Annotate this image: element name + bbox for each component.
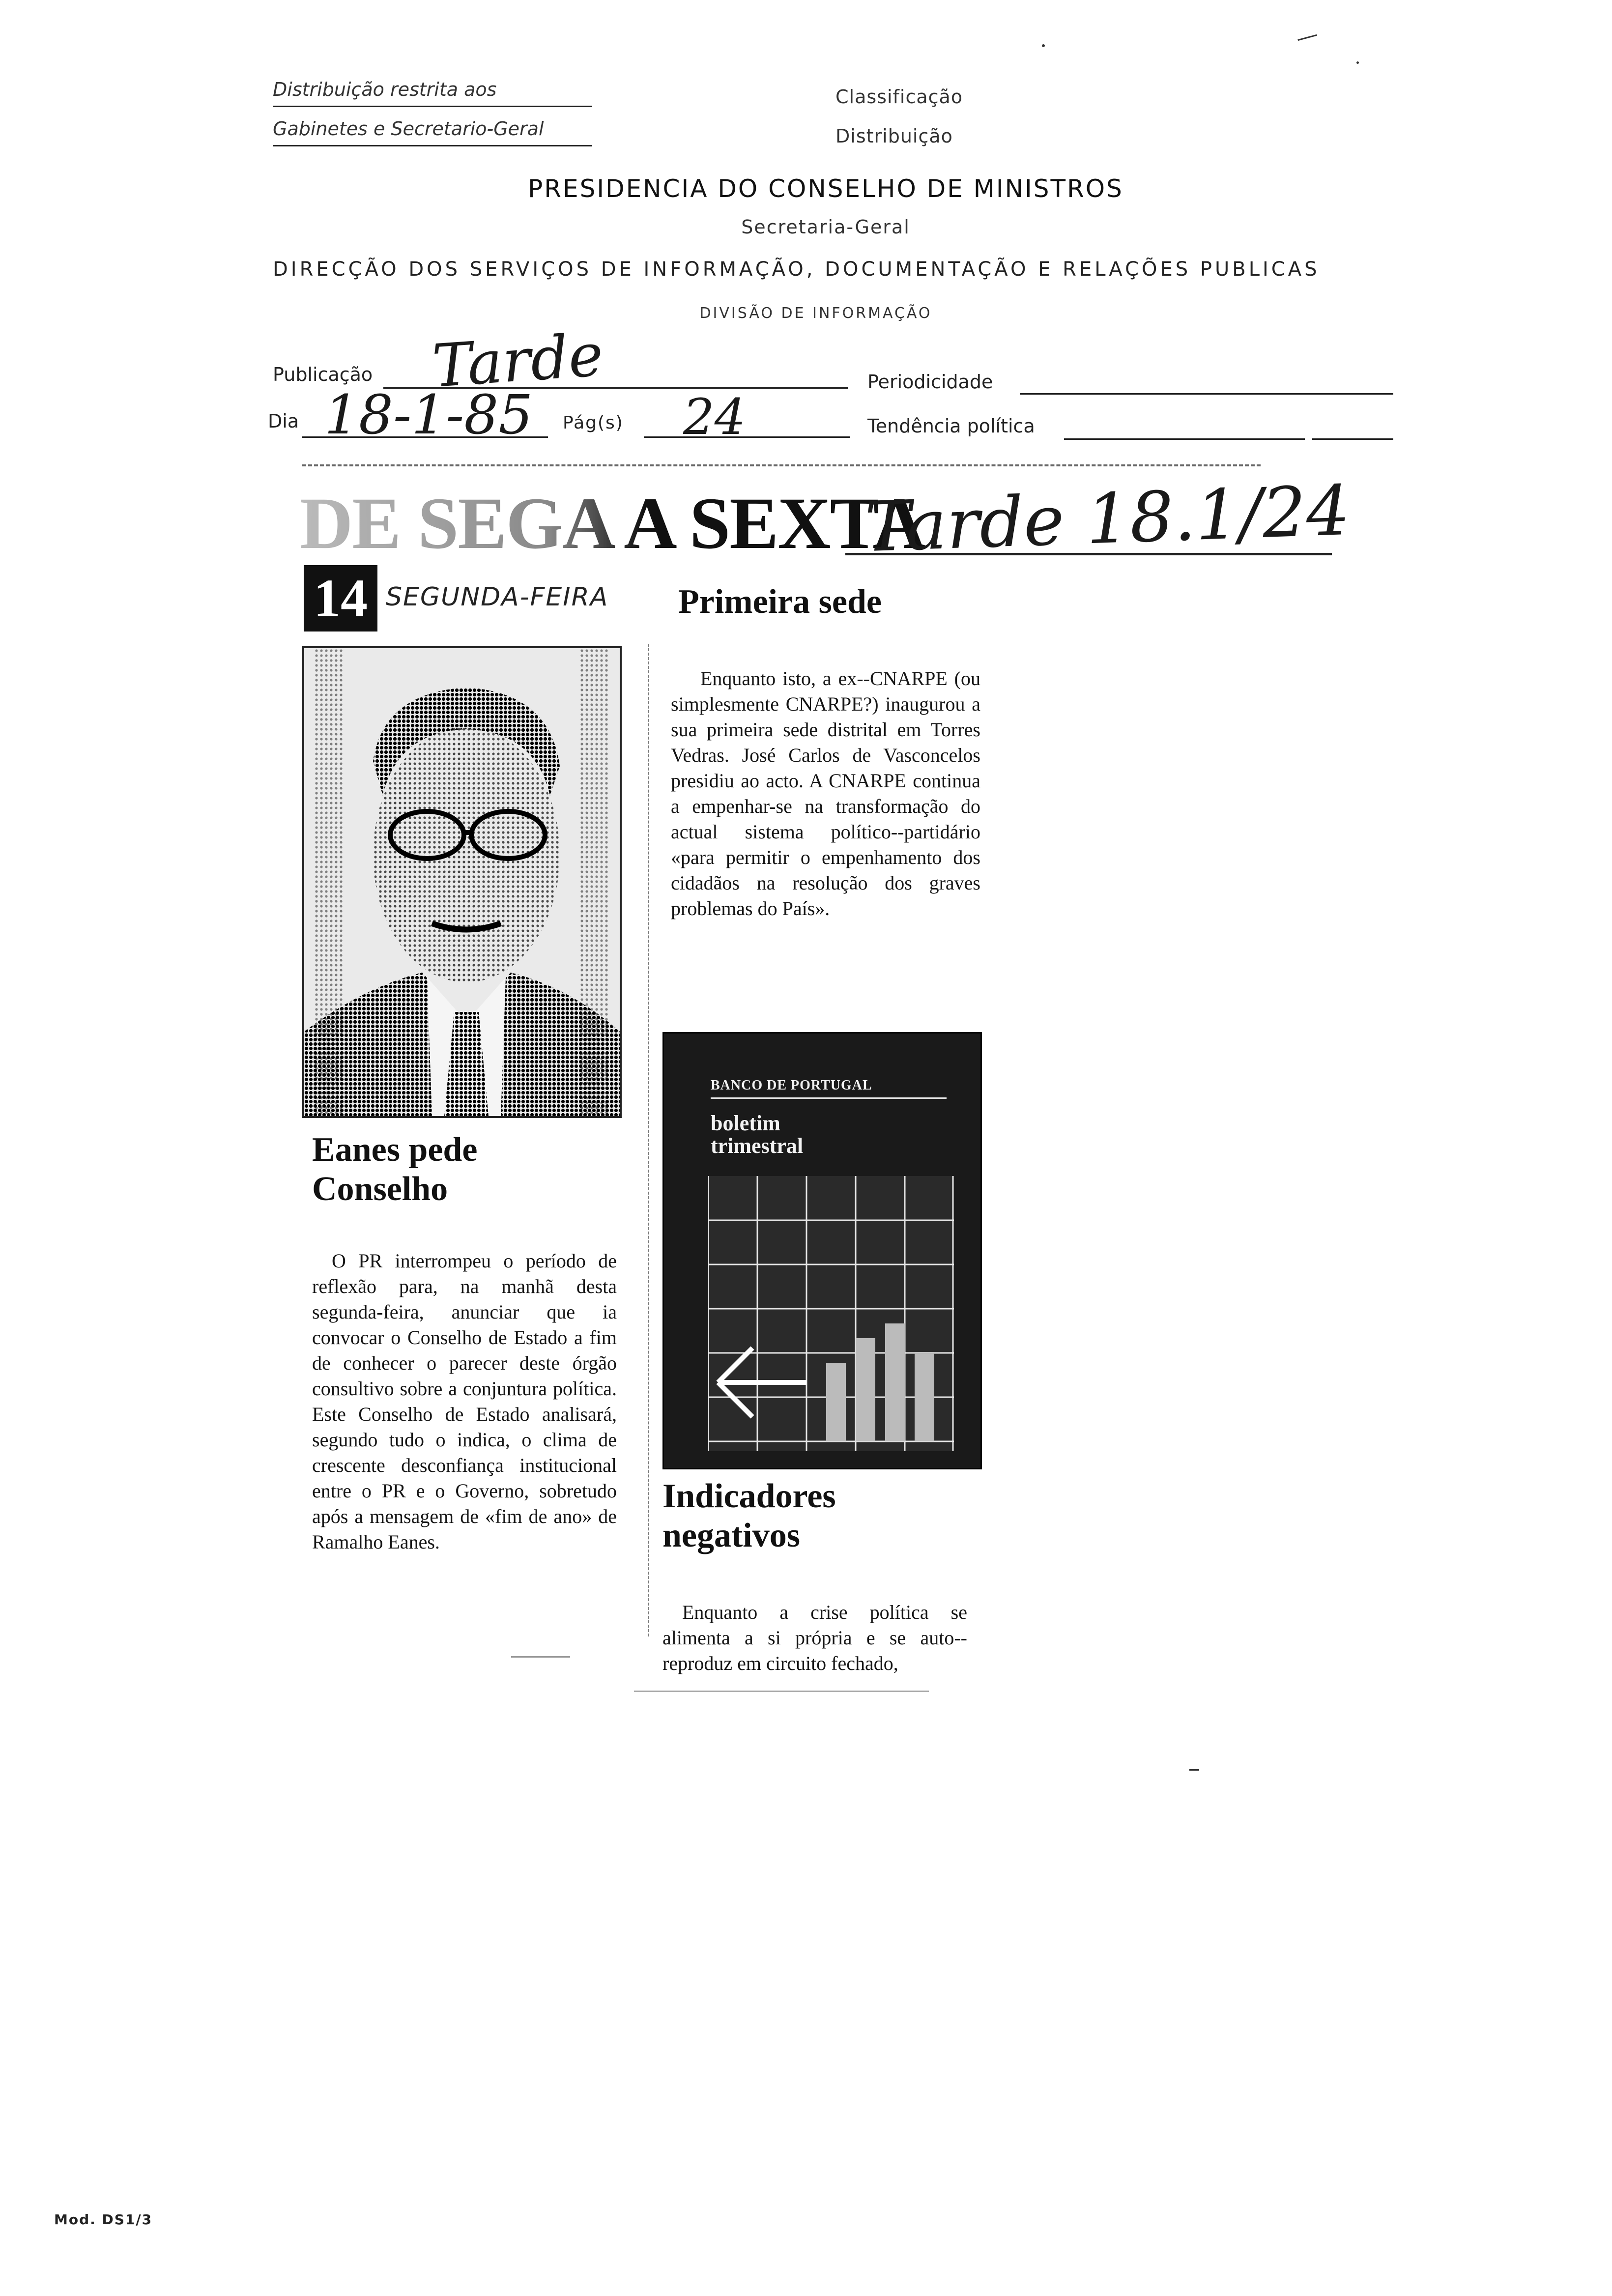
article-indicadores-body: Enquanto a crise política se alimenta a si própria e se auto--reproduz em circuito fechado, [662, 1601, 967, 1674]
article-indicadores-title-line2: negativos [662, 1517, 800, 1554]
scan-speck [1297, 34, 1317, 41]
tendency-field-line [1064, 438, 1305, 440]
scan-speck [1189, 1769, 1199, 1771]
booklet-publisher-underline [711, 1097, 947, 1099]
scan-speck [1042, 44, 1045, 47]
publication-label: Publicação [273, 364, 373, 385]
pages-label: Pág(s) [563, 413, 624, 433]
scan-speck [511, 1656, 570, 1658]
booklet-title-line1: boletim [711, 1111, 780, 1135]
pages-handwritten-value: 24 [683, 388, 746, 446]
periodicity-field-line [1020, 393, 1393, 395]
booklet-publisher: BANCO DE PORTUGAL [711, 1078, 872, 1093]
article-sede-title: Primeira sede [678, 583, 882, 621]
clipping-handwritten-note: Tarde 18.1/24 [864, 470, 1352, 568]
column-divider [648, 644, 649, 1636]
directorate-title: DIRECÇÃO DOS SERVIÇOS DE INFORMAÇÃO, DOCUMENTAÇÃO E RELAÇÕES PUBLICAS [273, 258, 1320, 281]
distribution-restriction-line1: Distribuição restrita aos [273, 79, 497, 100]
distribution-label: Distribuição [835, 125, 953, 147]
periodicity-label: Periodicidade [867, 371, 993, 393]
article-eanes-title-line2: Conselho [312, 1170, 448, 1208]
clipping-top-border [302, 464, 1261, 466]
portrait-illustration [304, 648, 620, 1116]
scan-speck [1356, 61, 1359, 64]
day-label: Dia [268, 410, 299, 432]
scan-speck [634, 1691, 929, 1692]
article-eanes-body: O PR interrompeu o período de reflexão para, na manhã desta segunda-feira, anunciar que ia convocar o Conselho de Estado a fim de conhecer o parecer deste órgão consultivo sobre a conjuntura política. Este Conselho de Estado analisará, segundo tudo o indica, o clima de crescente desconfiança institucional entre o PR e o Governo, sobretudo após a mensagem de «fim de ano» de Ramalho Eanes. [312, 1250, 617, 1553]
masthead [300, 483, 925, 564]
article-eanes-title-line1: Eanes pede [312, 1131, 478, 1169]
division-title: DIVISÃO DE INFORMAÇÃO [699, 305, 932, 322]
day-name: SEGUNDA-FEIRA [386, 582, 609, 612]
portrait-photo [302, 646, 622, 1118]
booklet-cover [662, 1032, 982, 1469]
booklet-grid-graphic [708, 1176, 954, 1451]
classification-label: Classificação [835, 86, 963, 108]
day-handwritten-value: 18-1-85 [324, 383, 533, 446]
distribution-restriction-line2: Gabinetes e Secretario-Geral [273, 118, 544, 140]
article-sede-body: Enquanto isto, a ex--CNARPE (ou simplesmente CNARPE?) inaugurou a sua primeira sede distrital em Torres Vedras. José Carlos de Vasconcelos presidiu ao acto. A CNARPE continua a empenhar-se na transformação do actual sistema político--partidário «para permitir o empenhamento dos cidadãos na resolução dos graves problemas do País». [671, 667, 980, 919]
article-eanes-title [312, 1130, 477, 1209]
article-indicadores-title-line1: Indicadores [662, 1477, 836, 1515]
pages-field-line [644, 436, 850, 438]
tendency-field-line-2 [1312, 438, 1393, 440]
distribution-underline-1 [273, 106, 592, 107]
publication-handwritten-value: Tarde [430, 321, 605, 401]
tendency-label: Tendência política [867, 415, 1035, 437]
distribution-underline-2 [273, 145, 592, 146]
presidency-title: PRESIDENCIA DO CONSELHO DE MINISTROS [528, 174, 1123, 203]
day-number-badge: 14 [304, 565, 377, 631]
article-indicadores-title [662, 1477, 836, 1555]
secretariat-title: Secretaria-Geral [741, 216, 910, 238]
masthead-text: DE SEGA A SEXTA [300, 483, 925, 564]
booklet-title-line2: trimestral [711, 1134, 804, 1158]
form-model-code: Mod. DS1/3 [54, 2211, 153, 2228]
